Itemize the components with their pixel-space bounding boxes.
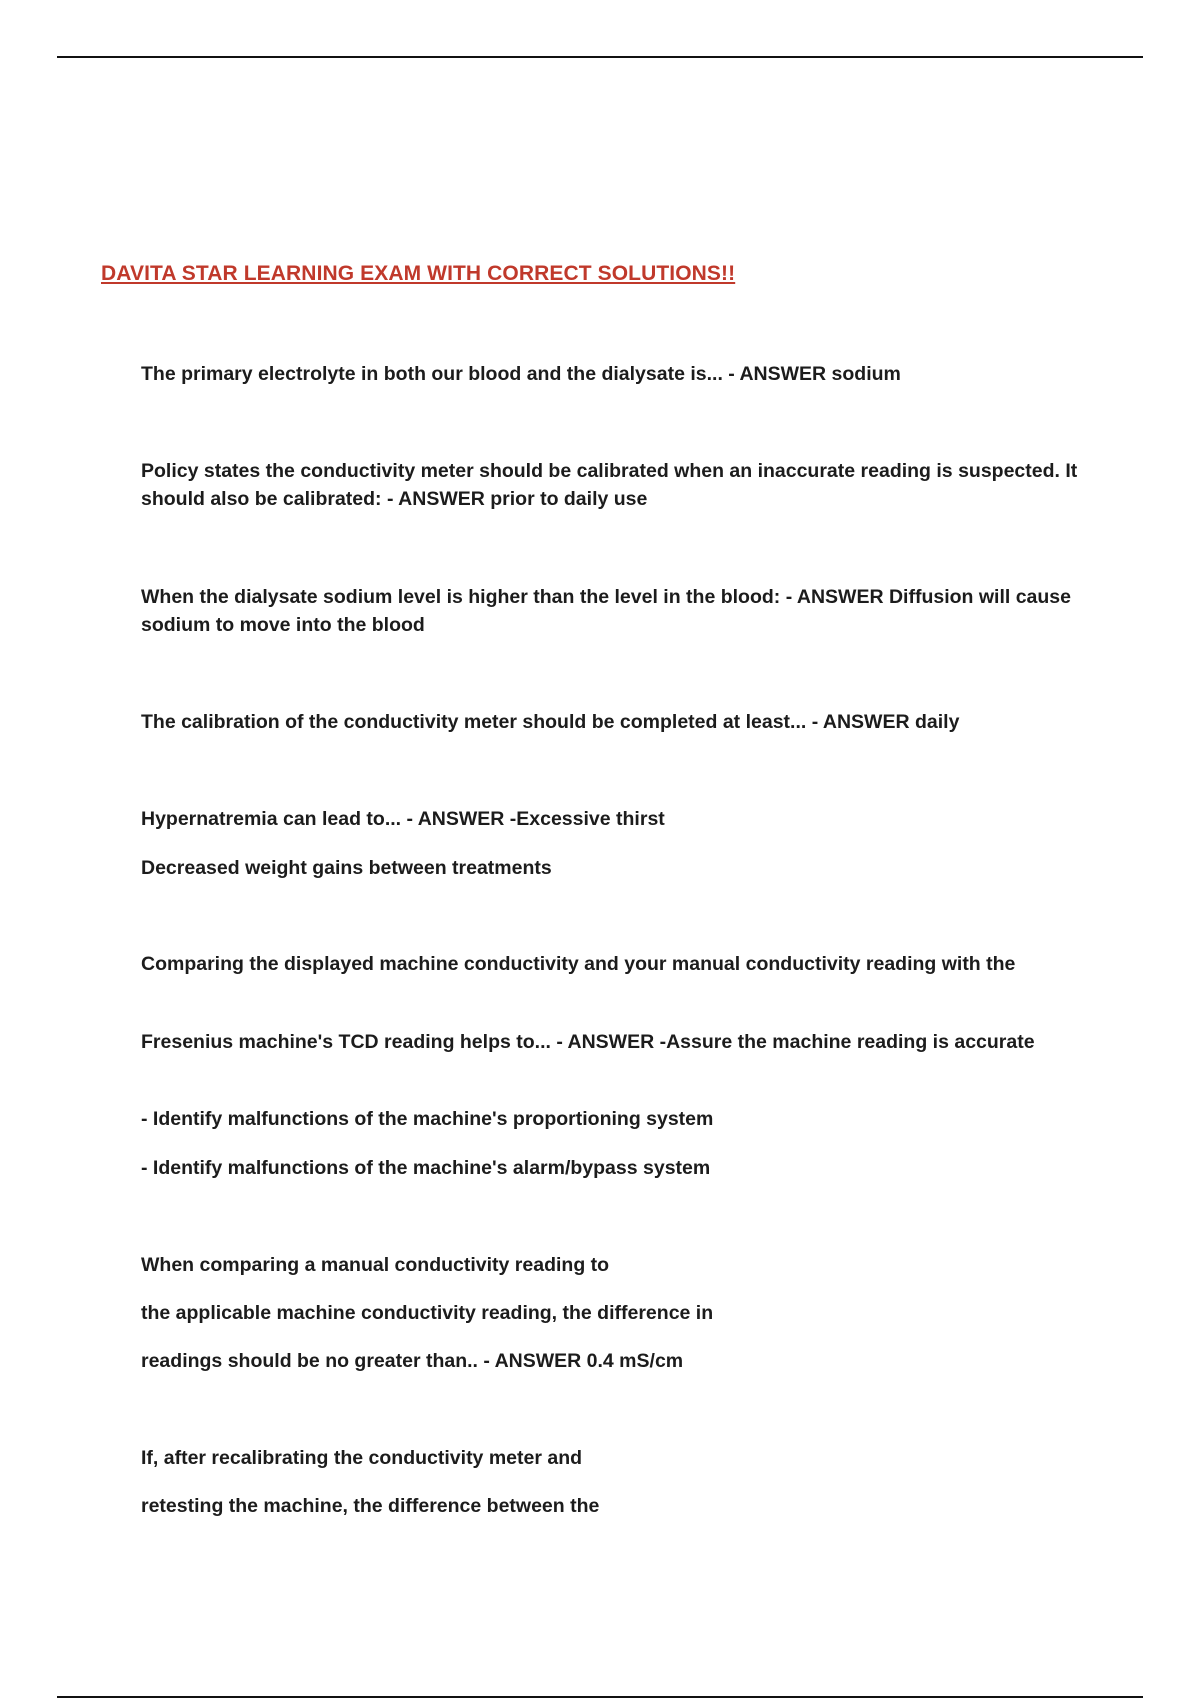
qa-line: The primary electrolyte in both our blood and the dialysate is... - ANSWER sodium [141,363,901,385]
qa-line: readings should be no greater than.. - ANSWER 0.4 mS/cm [141,1350,684,1372]
qa-line: retesting the machine, the difference between the [141,1495,600,1517]
qa-line: Comparing the displayed machine conductivity and your manual conductivity reading with the [141,953,1016,975]
qa-line: Decreased weight gains between treatments [141,857,552,879]
qa-line: Fresenius machine's TCD reading helps to... - ANSWER -Assure the machine reading is accurate [141,1031,1035,1053]
qa-line: - Identify malfunctions of the machine's alarm/bypass system [141,1157,711,1179]
qa-line: When the dialysate sodium level is higher than the level in the blood: - ANSWER Diffusion will cause sodium to move into the blood [141,586,1071,636]
qa-line: Hypernatremia can lead to... - ANSWER -Excessive thirst [141,808,665,830]
document-title: DAVITA STAR LEARNING EXAM WITH CORRECT SOLUTIONS!! [101,262,736,285]
qa-line: - Identify malfunctions of the machine's proportioning system [141,1108,714,1130]
qa-line: the applicable machine conductivity reading, the difference in [141,1302,714,1324]
qa-line: The calibration of the conductivity meter should be completed at least... - ANSWER daily [141,711,960,733]
bottom-rule [57,1696,1143,1698]
qa-line: When comparing a manual conductivity reading to [141,1254,610,1276]
qa-line: If, after recalibrating the conductivity meter and [141,1447,583,1469]
qa-line: Policy states the conductivity meter should be calibrated when an inaccurate reading is suspected. It should also be calibrated: - ANSWER prior to daily use [141,460,1078,510]
top-rule [57,56,1143,58]
